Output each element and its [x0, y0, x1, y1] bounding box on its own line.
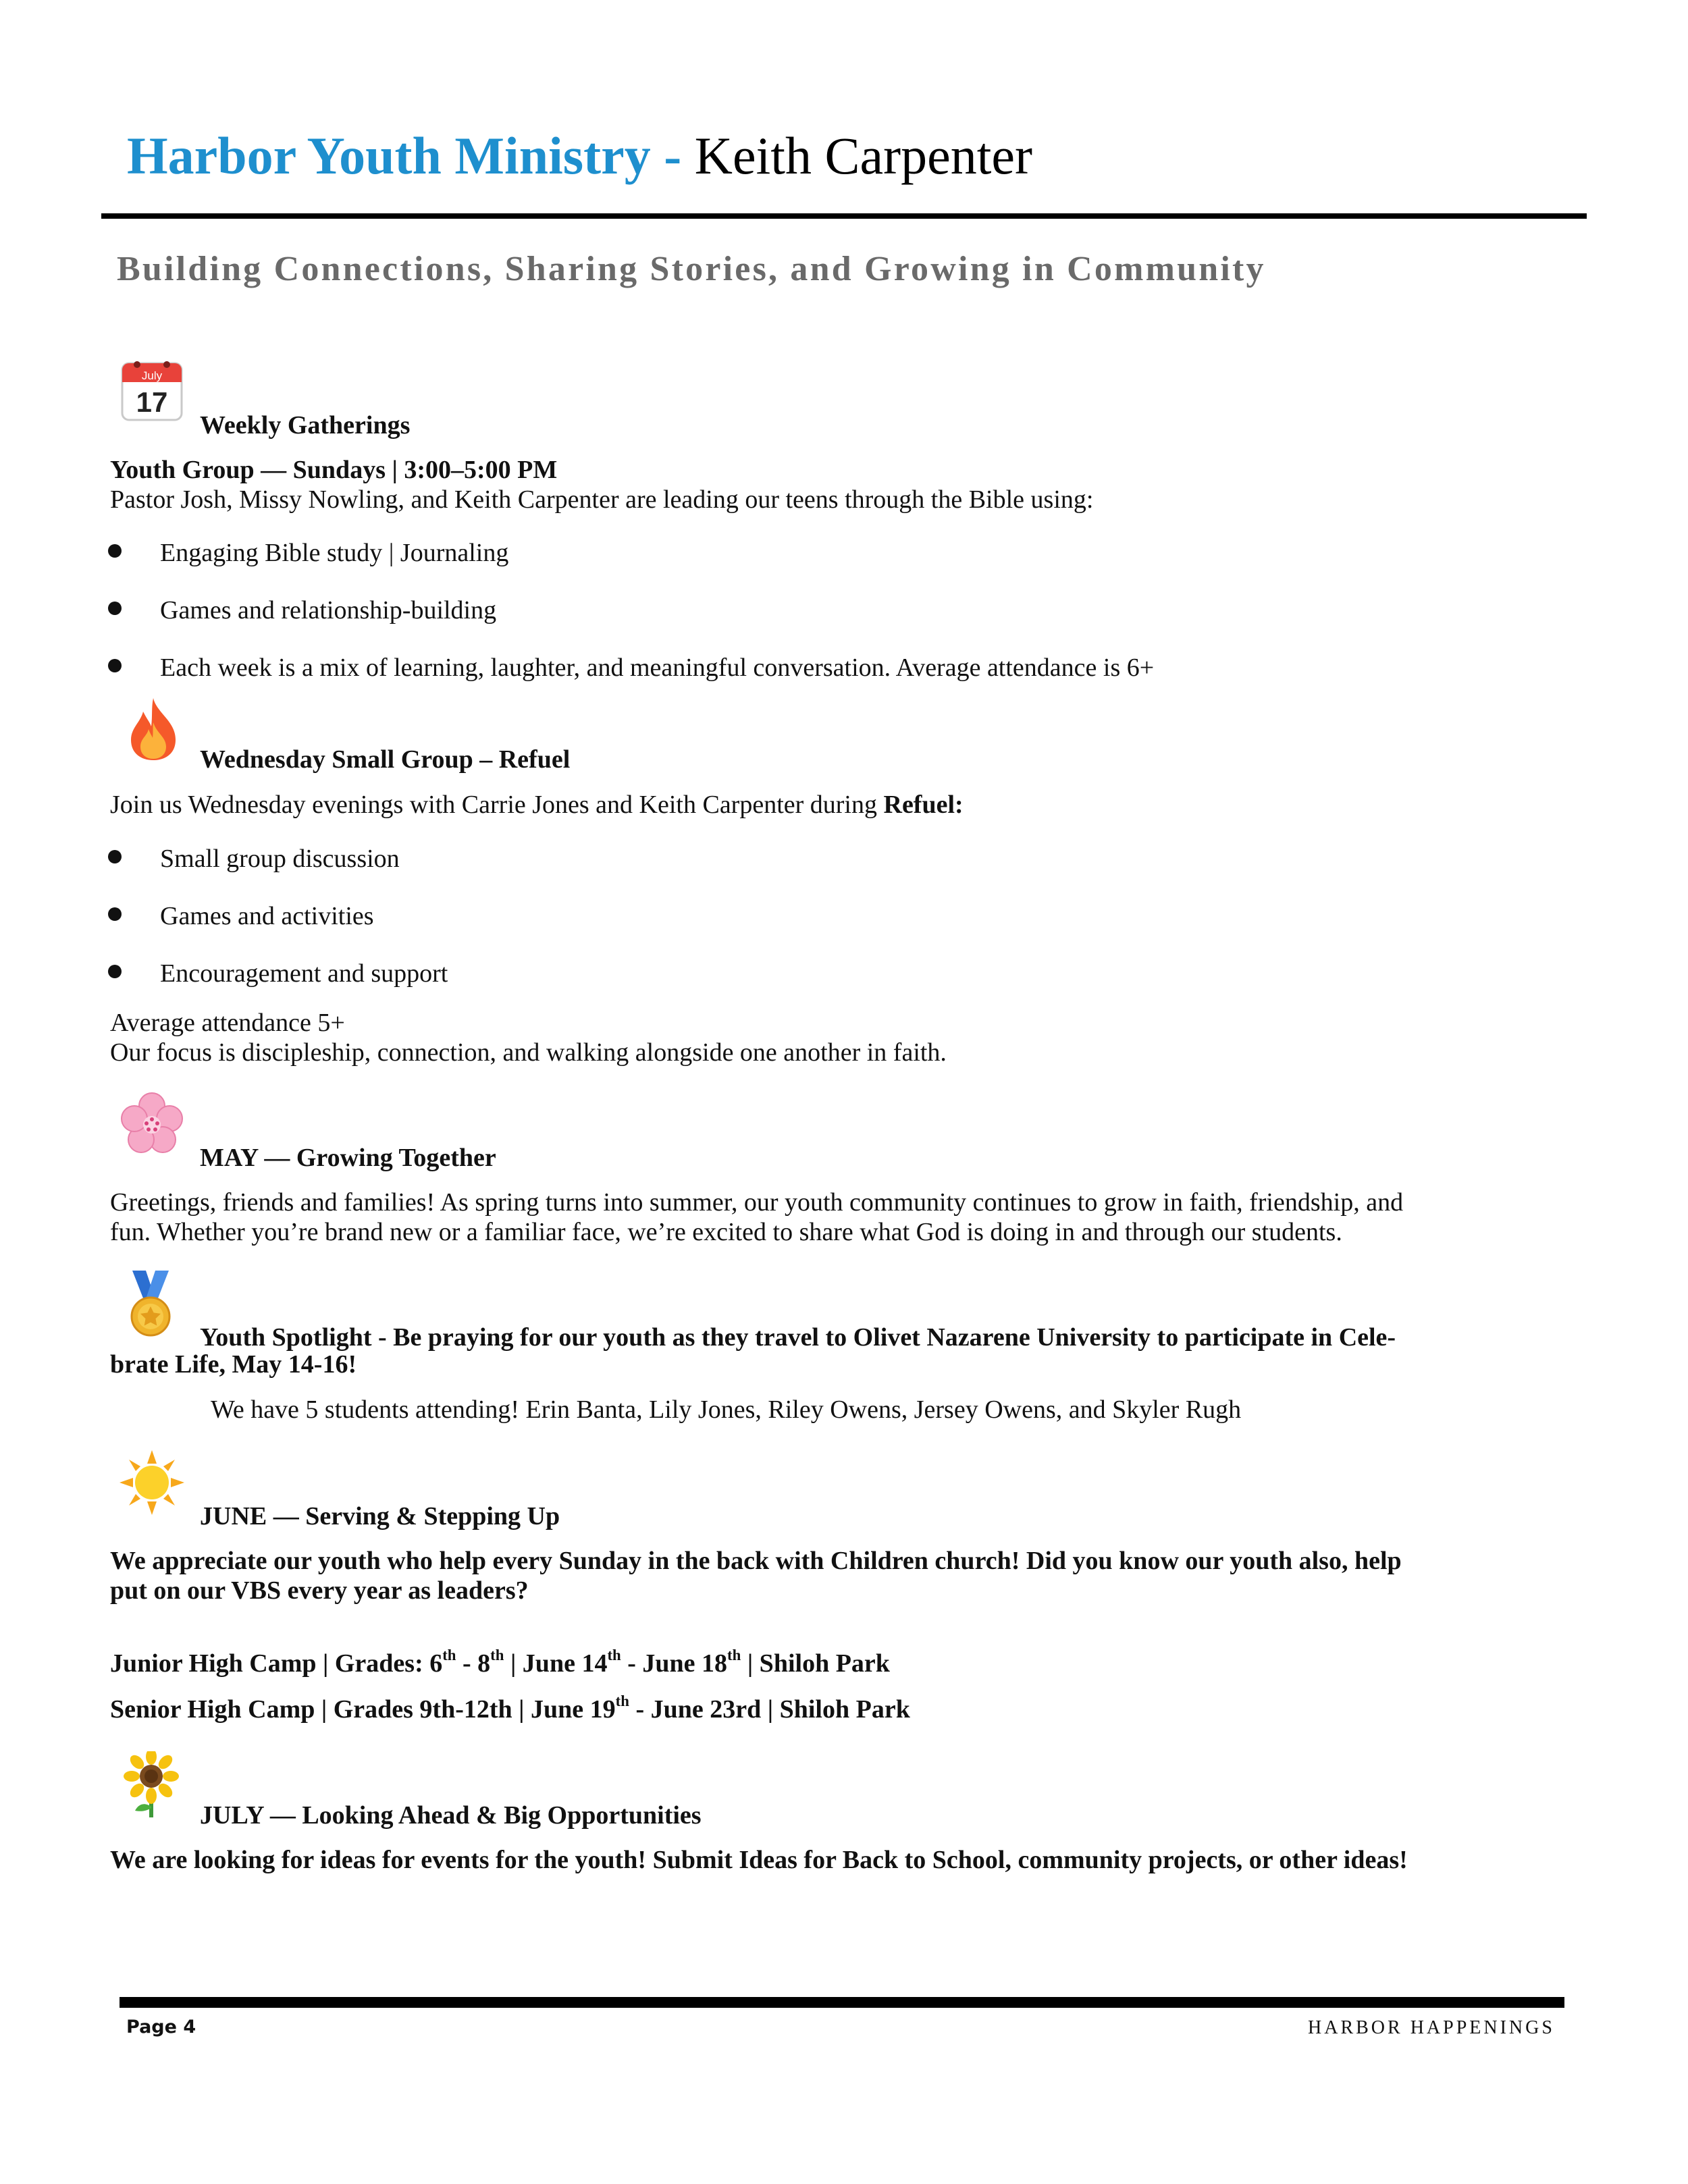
refuel-focus: Our focus is discipleship, connection, and walking alongside one another in faith. [110, 1038, 947, 1067]
spotlight-heading-line2: brate Life, May 14-16! [110, 1350, 357, 1379]
weekly-gatherings-heading: Weekly Gatherings [200, 411, 411, 440]
june-paragraph-line: We appreciate our youth who help every Sunday in the back with Children church! Did you know our youth also, help [110, 1547, 1402, 1575]
cherry-blossom-icon [120, 1092, 184, 1156]
bullet-dot [108, 907, 122, 921]
footer-divider [120, 1997, 1564, 2008]
publication-name: HARBOR HAPPENINGS [1308, 2017, 1555, 2038]
spotlight-heading-line1: Youth Spotlight - Be praying for our youth as they travel to Olivet Nazarene University to participate in Cele- [200, 1323, 1396, 1352]
refuel-intro [110, 790, 964, 820]
weekly-bullet: Each week is a mix of learning, laughter, and meaningful conversation. Average attendance is 6+ [160, 654, 1155, 682]
ministry-name: Harbor Youth Ministry - [127, 126, 682, 185]
may-paragraph-line: Greetings, friends and families! As spring turns into summer, our youth community continues to grow in faith, friendship, and [110, 1188, 1404, 1217]
bullet-dot [108, 544, 122, 558]
refuel-bullet: Small group discussion [160, 845, 400, 873]
refuel-bullet: Games and activities [160, 902, 374, 930]
weekly-bullet: Engaging Bible study | Journaling [160, 539, 509, 567]
page-number: Page 4 [126, 2017, 196, 2037]
refuel-intro-text: Join us Wednesday evenings with Carrie Jones and Keith Carpenter during [110, 791, 884, 819]
youth-group-schedule: Youth Group — Sundays | 3:00–5:00 PM [110, 456, 558, 484]
sunflower-icon [123, 1751, 180, 1819]
page-title [127, 126, 1032, 185]
bullet-dot [108, 602, 122, 615]
sun-icon [118, 1449, 186, 1516]
refuel-intro-bold: Refuel: [883, 791, 964, 819]
calendar-day: 17 [136, 386, 168, 418]
refuel-attendance: Average attendance 5+ [110, 1009, 345, 1037]
bullet-dot [108, 965, 122, 978]
bullet-dot [108, 850, 122, 863]
june-paragraph-line: put on our VBS every year as leaders? [110, 1576, 529, 1605]
refuel-bullet: Encouragement and support [160, 959, 448, 988]
may-heading: MAY — Growing Together [200, 1144, 496, 1172]
calendar-icon [120, 358, 184, 423]
youth-group-intro: Pastor Josh, Missy Nowling, and Keith Carpenter are leading our teens through the Bible using: [110, 485, 1094, 514]
calendar-month: July [141, 369, 163, 382]
june-heading: JUNE — Serving & Stepping Up [200, 1502, 560, 1530]
senior-high-camp: Senior High Camp | Grades 9th-12th | June 19th - June 23rd | Shiloh Park [110, 1692, 910, 1724]
july-paragraph-line: We are looking for ideas for events for the youth! Submit Ideas for Back to School, community projects, or other ideas! [110, 1846, 1408, 1874]
leader-name: Keith Carpenter [681, 126, 1032, 185]
may-paragraph-line: fun. Whether you’re brand new or a familiar face, we’re excited to share what God is doing in and through our students. [110, 1218, 1342, 1246]
weekly-bullet: Games and relationship-building [160, 596, 497, 624]
fire-icon [123, 695, 184, 763]
bullet-dot [108, 659, 122, 672]
spotlight-students: We have 5 students attending! Erin Banta, Lily Jones, Riley Owens, Jersey Owens, and Skyler Rugh [211, 1395, 1242, 1424]
page-subtitle: Building Connections, Sharing Stories, and Growing in Community [117, 250, 1266, 288]
refuel-heading: Wednesday Small Group – Refuel [200, 745, 571, 774]
header-divider [101, 213, 1587, 219]
medal-icon [127, 1269, 174, 1339]
july-heading: JULY — Looking Ahead & Big Opportunities [200, 1801, 702, 1830]
junior-high-camp: Junior High Camp | Grades: 6th - 8th | June 14th - June 18th | Shiloh Park [110, 1646, 890, 1678]
